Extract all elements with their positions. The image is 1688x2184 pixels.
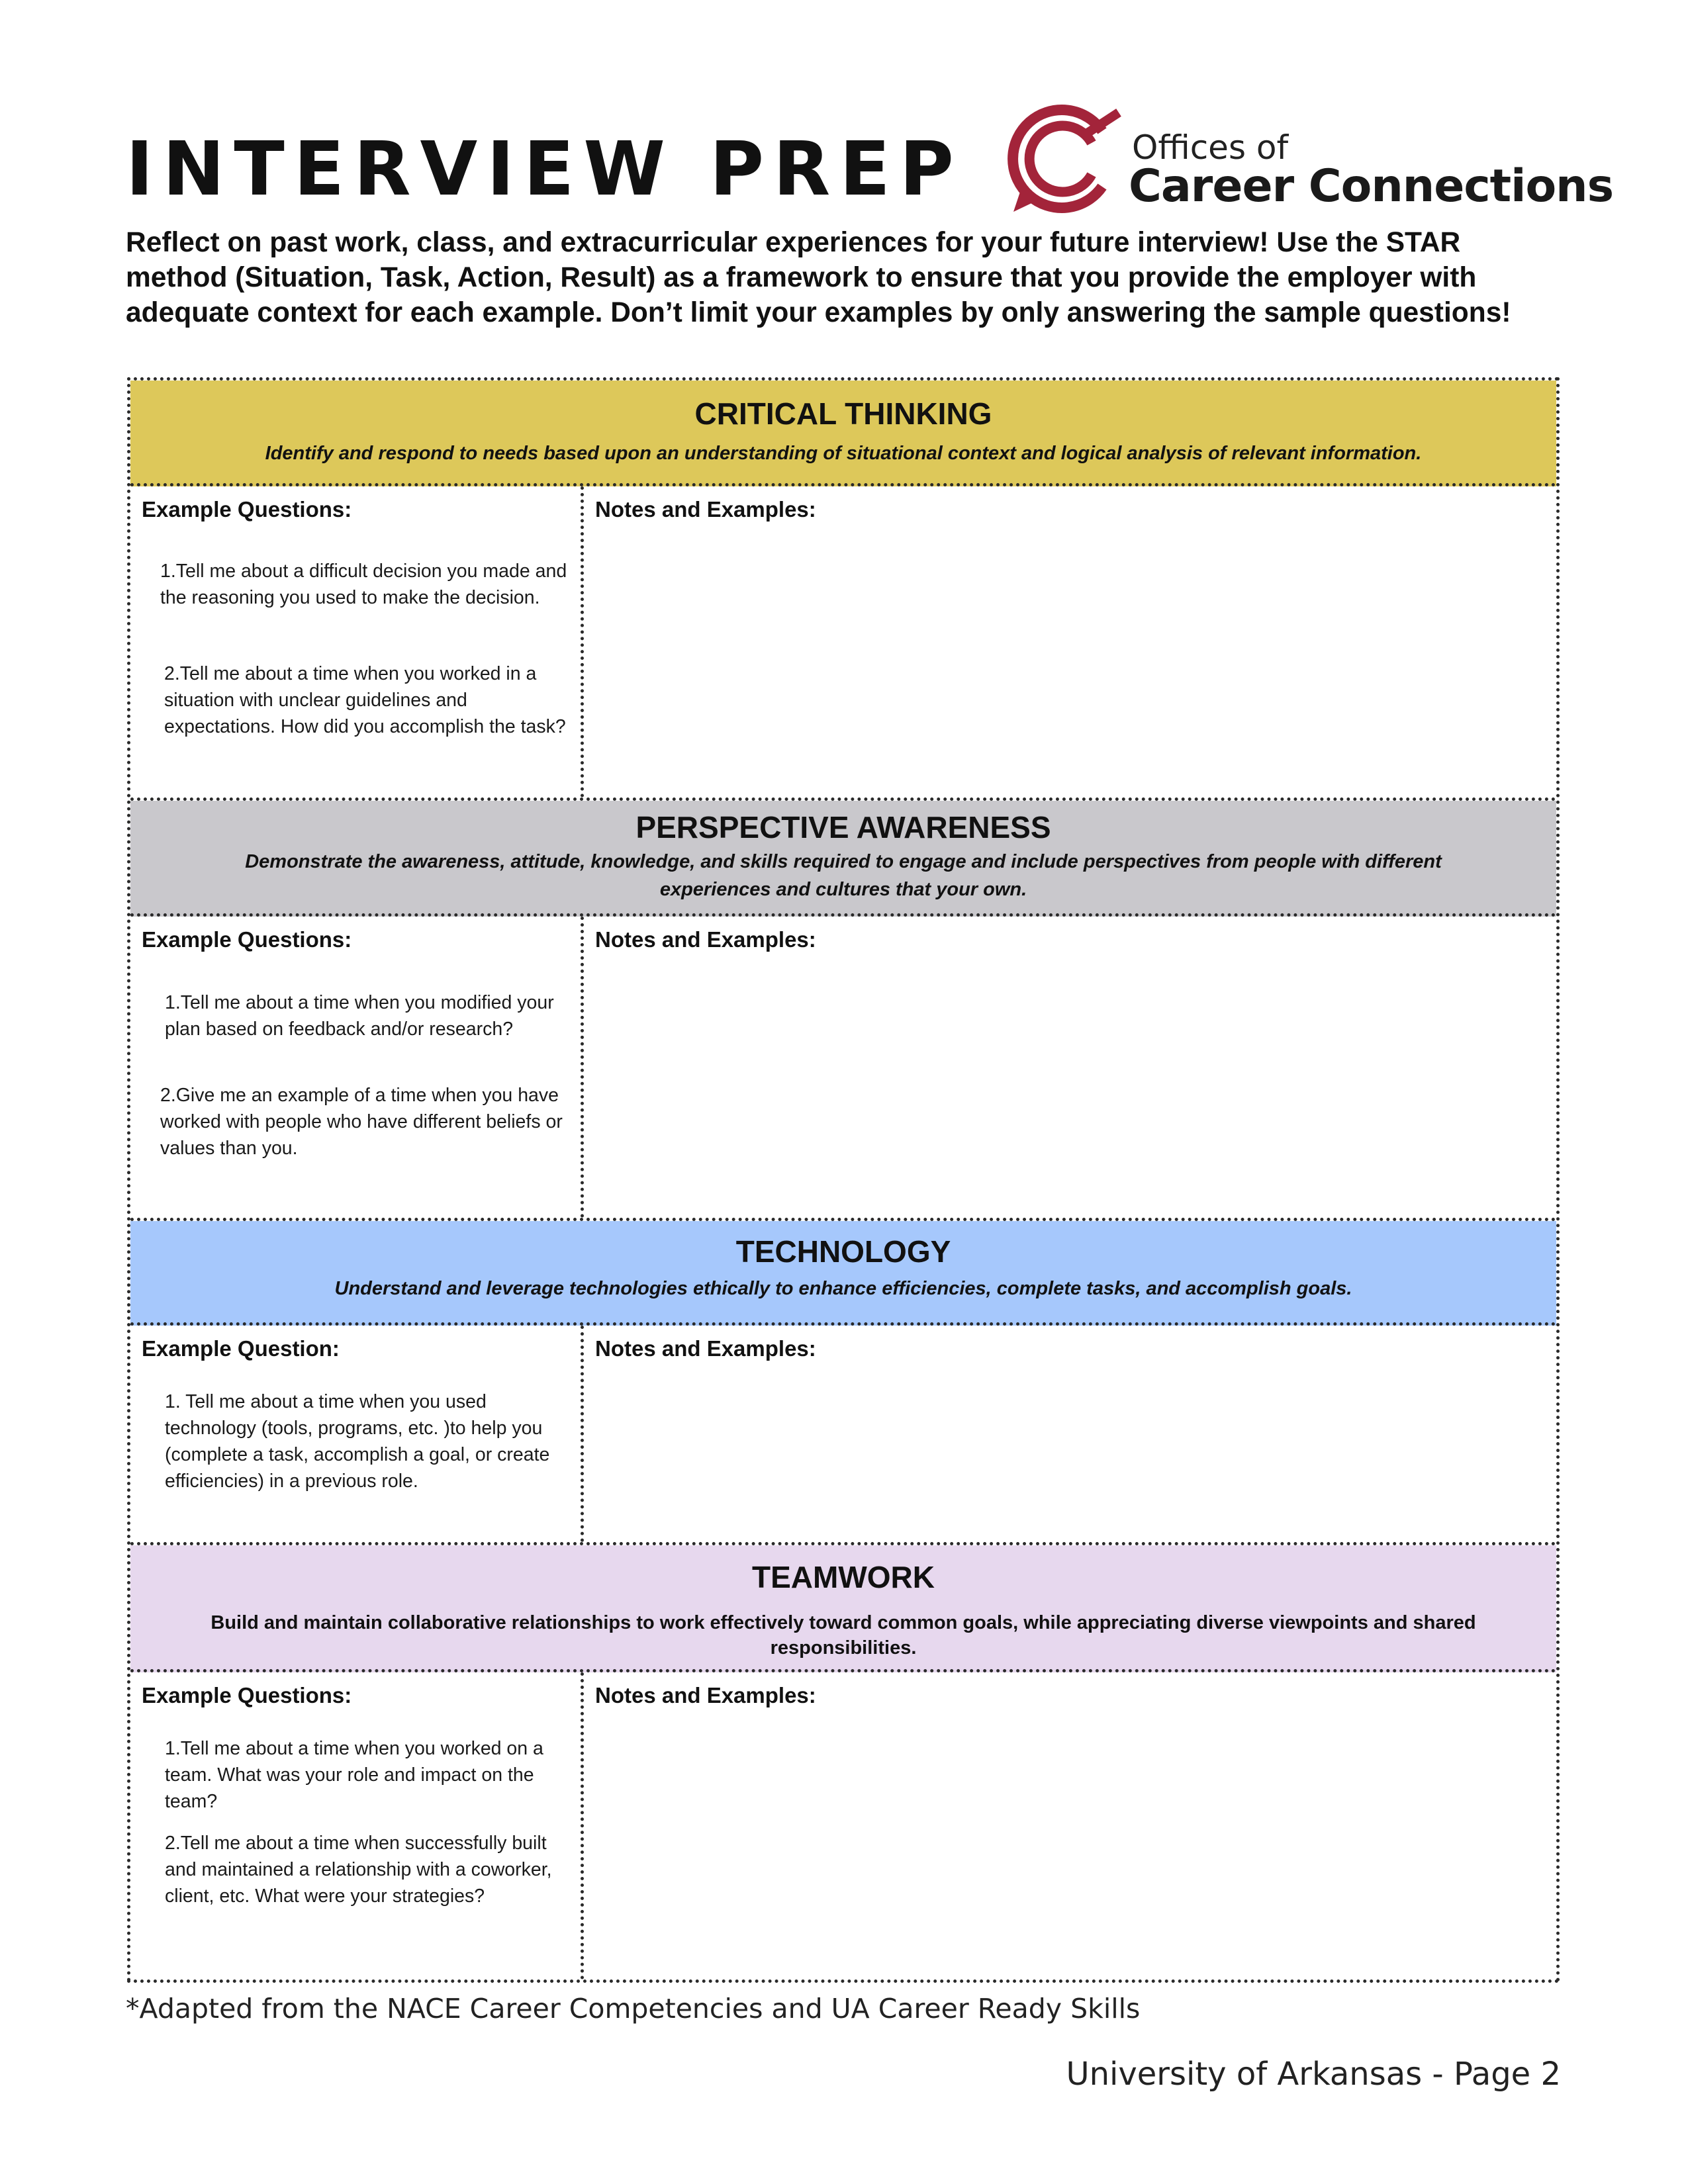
notes-column[interactable] — [584, 486, 1556, 797]
example-questions-label: Example Questions: — [142, 927, 352, 952]
competency-grid — [127, 377, 1560, 1983]
notes-label: Notes and Examples: — [595, 1336, 816, 1361]
technology-body — [130, 1326, 1556, 1545]
notes-label: Notes and Examples: — [595, 1683, 816, 1707]
logo-text-career-connections: Career Connections — [1129, 160, 1614, 212]
career-connections-logo-icon — [1003, 99, 1129, 218]
notes-label: Notes and Examples: — [595, 497, 816, 522]
question-item: 1.Tell me about a time when you worked on a team. What was your role and impact on the team? — [165, 1738, 543, 1812]
question-item: 1. Tell me about a time when you used technology (tools, programs, etc. )to help you (complete a task, accomplish a goal, or create efficiencies) in a previous role. — [165, 1391, 550, 1492]
section-title: PERSPECTIVE AWARENESS — [635, 810, 1051, 844]
page-number: University of Arkansas - Page 2 — [1066, 2056, 1561, 2093]
section-description: Demonstrate the awareness, attitude, knowledge, and skills required to engage and include perspectives from people with different experiences and cultures that your own. — [245, 851, 1442, 900]
perspective-awareness-body — [130, 917, 1556, 1221]
example-questions-column — [130, 486, 584, 797]
example-questions-column — [130, 1326, 584, 1542]
intro-paragraph: Reflect on past work, class, and extracurricular experiences for your future interview! Use the STAR method (Situation, Task, Action, Result) as a framework to ensure that you provide the employer with adequate context for each example. Don’t limit your examples by only answering the sample questions! — [126, 227, 1511, 328]
section-title: TECHNOLOGY — [735, 1234, 951, 1269]
question-item: 2.Give me an example of a time when you have worked with people who have different beliefs or values than you. — [160, 1085, 563, 1159]
critical-thinking-header — [130, 381, 1556, 486]
critical-thinking-body — [130, 486, 1556, 801]
notes-label: Notes and Examples: — [595, 927, 816, 952]
section-description: Identify and respond to needs based upon an understanding of situational context and logical analysis of relevant information. — [265, 443, 1422, 464]
example-questions-label: Example Question: — [142, 1336, 340, 1361]
perspective-awareness-header — [130, 801, 1556, 917]
section-title: TEAMWORK — [752, 1560, 935, 1594]
section-description: Understand and leverage technologies ethically to enhance efficiencies, complete tasks, and accomplish goals. — [334, 1278, 1352, 1299]
career-connections-logo — [1003, 99, 1614, 218]
notes-column[interactable] — [584, 1672, 1556, 1979]
question-item: 1.Tell me about a difficult decision you made and the reasoning you used to make the decision. — [160, 561, 567, 608]
section-title: CRITICAL THINKING — [694, 396, 992, 431]
notes-column[interactable] — [584, 917, 1556, 1218]
footnote: *Adapted from the NACE Career Competencies and UA Career Ready Skills — [126, 1993, 1141, 2025]
teamwork-header — [130, 1545, 1556, 1672]
technology-header — [130, 1221, 1556, 1326]
example-questions-column — [130, 1672, 584, 1979]
logo-text-offices-of: Offices of — [1132, 128, 1289, 167]
question-item: 1.Tell me about a time when you modified your plan based on feedback and/or research? — [165, 992, 554, 1040]
section-description: Build and maintain collaborative relationships to work effectively toward common goals, while appreciating diverse viewpoints and shared responsibilities. — [211, 1612, 1476, 1659]
example-questions-label: Example Questions: — [142, 497, 352, 522]
example-questions-column — [130, 917, 584, 1218]
teamwork-body — [130, 1672, 1556, 1979]
notes-column[interactable] — [584, 1326, 1556, 1542]
example-questions-label: Example Questions: — [142, 1683, 352, 1707]
question-item: 2.Tell me about a time when successfully built and maintained a relationship with a coworker, client, etc. What were your strategies? — [165, 1833, 552, 1907]
page-title: INTERVIEW PREP — [126, 126, 963, 212]
question-item: 2.Tell me about a time when you worked in a situation with unclear guidelines and expectations. How did you accomplish the task? — [164, 663, 566, 737]
